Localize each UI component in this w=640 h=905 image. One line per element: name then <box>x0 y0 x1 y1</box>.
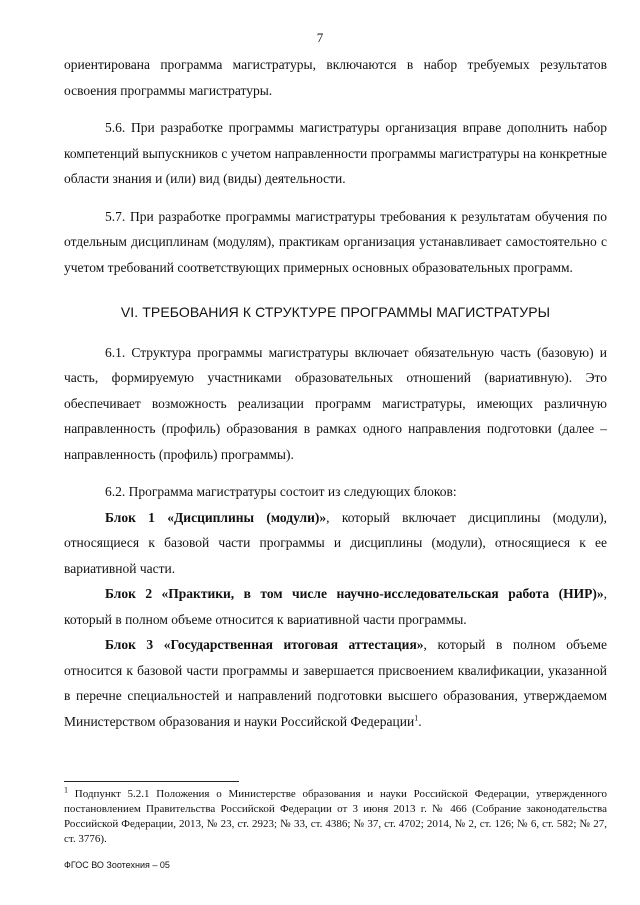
block-1-text: , который включает дисциплины (модули), относящиеся к базовой части программы и дисциплины (модули), относящиеся к ее вариативной части. <box>64 509 607 576</box>
section-heading: VI. ТРЕБОВАНИЯ К СТРУКТУРЕ ПРОГРАММЫ МАГИСТРАТУРЫ <box>120 304 551 320</box>
page-number: 7 <box>316 30 324 45</box>
footnote-text: Подпункт 5.2.1 Положения о Министерстве образования и науки Российской Федерации, утвержденного постановлением Правительства Российской Федерации от 3 июня 2013 г. № 466 (Собрание законодательства Российской Федерации, 2013, № 23, ст. 2923; № 33, ст. 4386; № 37, ст. 4702; 2014, № 2, ст. 126; № 6, ст. 582; № 27, ст. 3776). <box>64 788 607 845</box>
block-3-title: Блок 3 «Государственная итоговая аттестация» <box>105 637 424 652</box>
paragraph-5-6: 5.6. При разработке программы магистратуры организация вправе дополнить набор компетенций выпускников с учетом направленности программы магистратуры на конкретные области знания и (или) вид (виды) деятельности. <box>64 120 607 186</box>
paragraph-6-2: 6.2. Программа магистратуры состоит из следующих блоков: <box>105 484 457 499</box>
paragraph-6-1: 6.1. Структура программы магистратуры включает обязательную часть (базовую) и часть, формируемую участниками образовательных отношений (вариативную). Это обеспечивает возможность реализации программ магистратуры, имеющих различную направленность (профиль) образования в рамках одного направления подготовки (далее – направленность (профиль) программы). <box>64 344 607 462</box>
document-body <box>64 52 607 734</box>
block-2-paragraph <box>64 581 607 632</box>
footnote-marker: 1 <box>64 785 68 795</box>
block-2-title: Блок 2 «Практики, в том числе научно-исследовательская работа (НИР)» <box>105 586 604 601</box>
block-2-text: , который в полном объеме относится к вариативной части программы. <box>64 586 607 627</box>
block-1-title: Блок 1 «Дисциплины (модули)» <box>105 509 327 525</box>
block-1-paragraph <box>64 505 607 582</box>
footnote-separator <box>64 781 239 782</box>
block-3-paragraph <box>64 632 607 734</box>
block-3-text: , который в полном объеме относится к базовой части программы и завершается присвоением квалификации, указанной в перечне специальностей и направлений подготовки высшего образования, утверждаемом Министерством образования и науки Российской Федерации <box>64 637 607 729</box>
footnote-reference: 1 <box>414 713 419 722</box>
paragraph-continued: ориентирована программа магистратуры, включаются в набор требуемых результатов освоения программы магистратуры. <box>64 57 607 98</box>
page-footer: ФГОС ВО Зоотехния – 05 <box>64 860 170 870</box>
paragraph-5-7: 5.7. При разработке программы магистратуры требования к результатам обучения по отдельным дисциплинам (модулям), практикам организация устанавливает самостоятельно с учетом требований соответствующих примерных основных образовательных программ. <box>64 208 607 275</box>
block-3-end: . <box>418 713 422 729</box>
footnote <box>64 787 607 847</box>
